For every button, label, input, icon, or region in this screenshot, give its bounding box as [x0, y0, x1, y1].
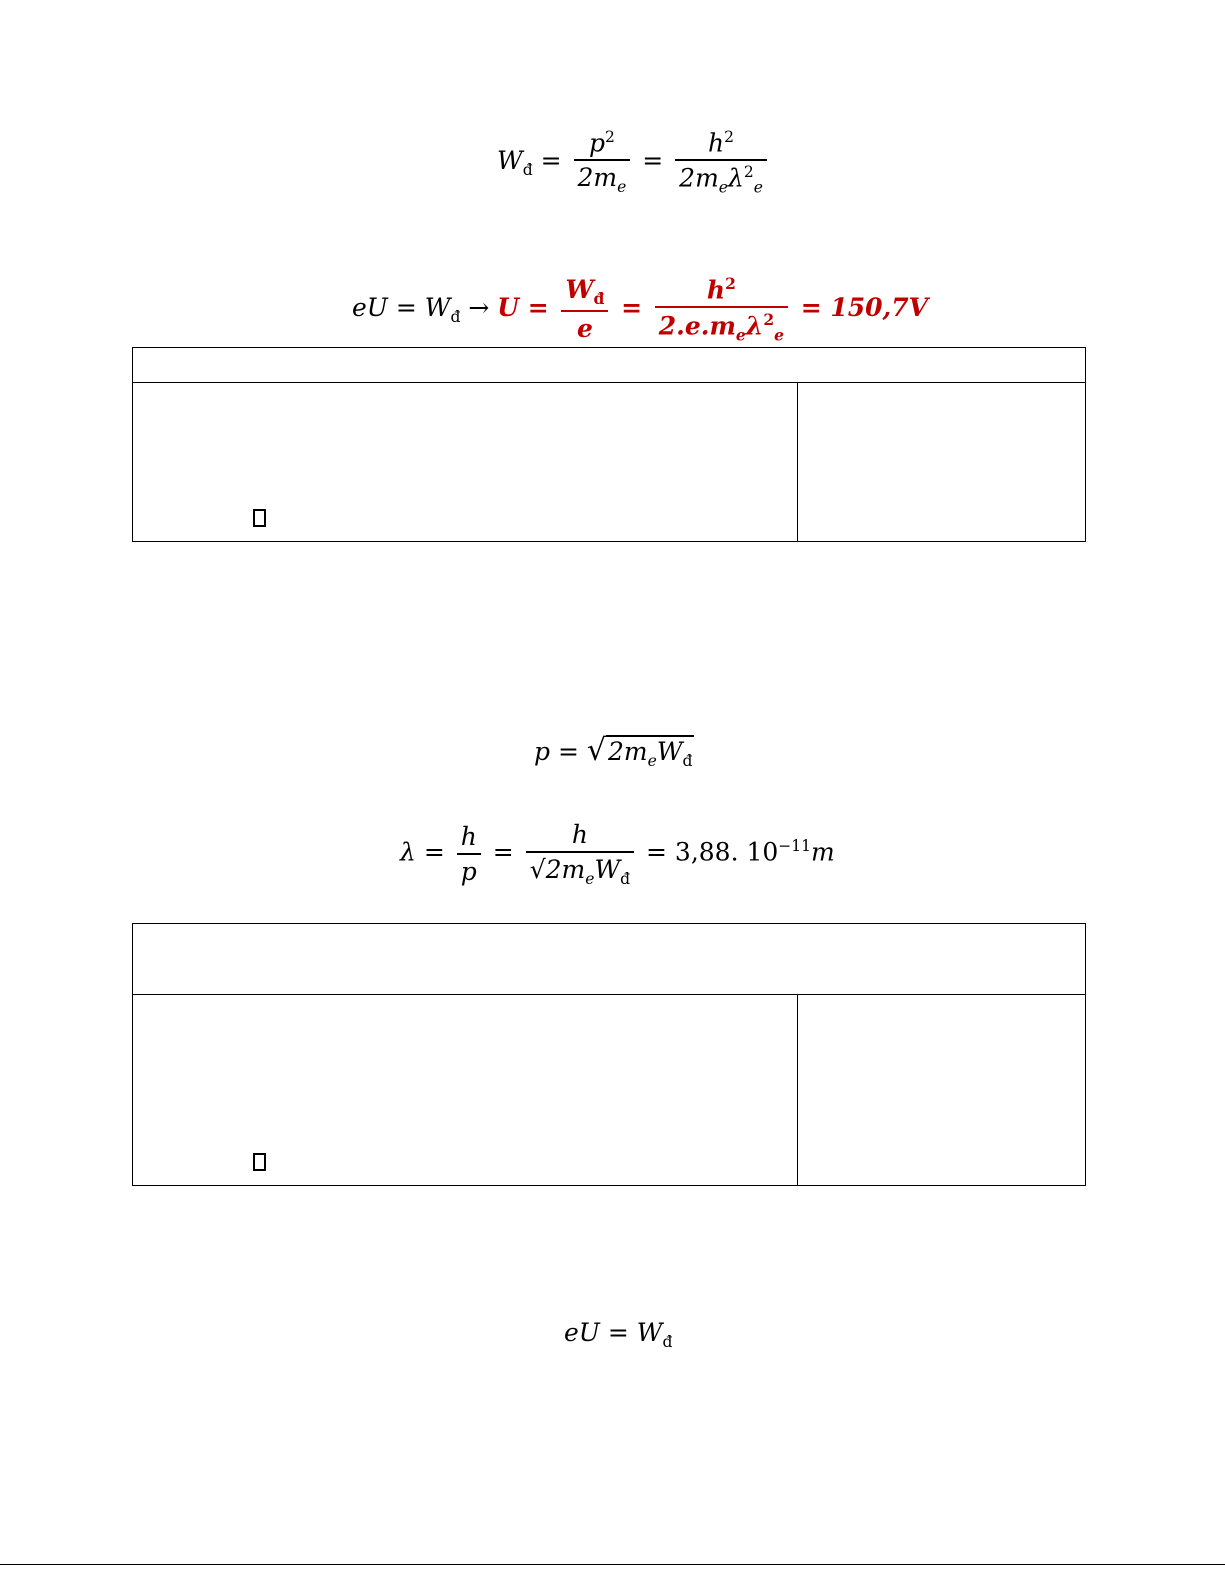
table-1-header-divider [132, 382, 1086, 383]
square-root: $√2m_eW_đ$ [586, 733, 693, 770]
equation-momentum: $p = √2m_eW_đ$ [534, 733, 693, 770]
table-2-column-divider [797, 994, 798, 1186]
equation-wavelength: λ = $\frac{h}{p}$ = $\frac{h}{√2m_eW_đ}$ = 3,88. $10^{-11}m$ [400, 820, 835, 888]
table-1-column-divider [797, 382, 798, 542]
table-2-header-divider [132, 994, 1086, 995]
equation-voltage-result: eU = $W_đ \to U$ = $\frac{W_đ}{e}$ = $\frac{h^2}{2.e.m_e\lambda^2_e}$ = 150,7V [352, 274, 929, 345]
answer-table-1 [132, 347, 1086, 542]
checkbox-glyph-icon [253, 509, 266, 527]
fraction: $\frac{p^2}{2m_e}$ [574, 128, 631, 196]
checkbox-glyph-icon [253, 1153, 266, 1171]
result-value: = 150,7V [800, 292, 929, 322]
equation-energy: eU = $W_đ$ [564, 1318, 673, 1351]
page-bottom-rule [0, 1564, 1225, 1565]
equation-kinetic-energy-momentum: $W_đ$ = $\frac{p^2}{2m_e}$ = $\frac{h^2}{2m_e\lambda^2_e}$ [497, 128, 771, 197]
fraction: $\frac{h^2}{2.e.m_e\lambda^2_e}$ [655, 274, 788, 345]
fraction: $\frac{h}{√2m_eW_đ}$ [526, 820, 634, 888]
answer-table-2 [132, 923, 1086, 1186]
fraction: $\frac{W_đ}{e}$ [561, 275, 608, 343]
fraction: $\frac{h^2}{2m_e\lambda^2_e}$ [675, 128, 767, 197]
result-value: = 3,88. 10 [646, 837, 779, 867]
fraction: $\frac{h}{p}$ [457, 822, 481, 886]
